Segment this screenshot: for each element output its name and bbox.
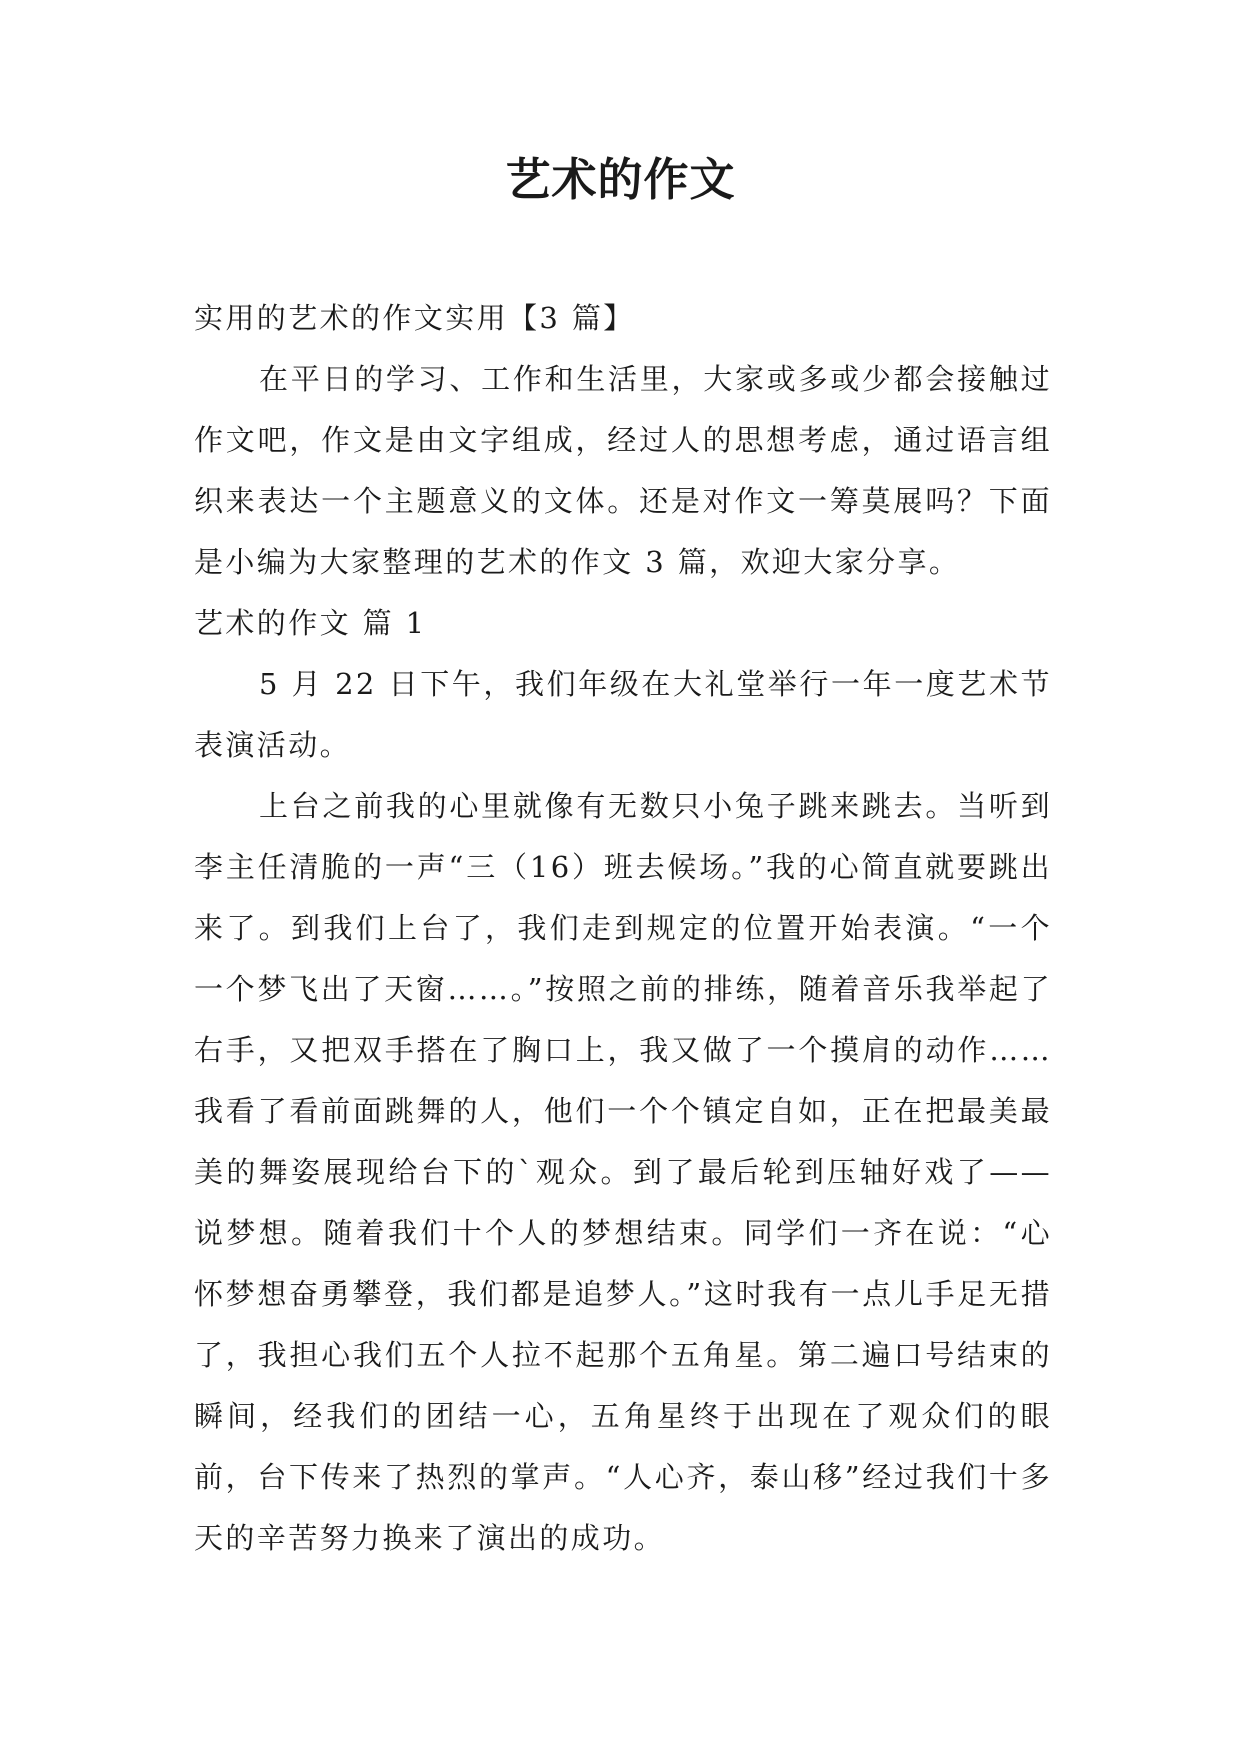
intro-paragraph: 在平日的学习、工作和生活里，大家或多或少都会接触过作文吧，作文是由文字组成，经过人的思想考虑，通过语言组织来表达一个主题意义的文体。还是对作文一筹莫展吗？下面是小编为大家整理的艺术的作文 3 篇，欢迎大家分享。 (194, 362, 1052, 579)
body-paragraph: 5 月 22 日下午，我们年级在大礼堂举行一年一度艺术节表演活动。 (194, 667, 1052, 762)
document-body (194, 288, 1052, 1569)
document-subtitle: 实用的艺术的作文实用【3 篇】 (194, 301, 635, 335)
section-heading: 艺术的作文 篇 1 (194, 606, 427, 640)
document-title: 艺术的作文 (505, 153, 736, 206)
body-paragraph: 上台之前我的心里就像有无数只小兔子跳来跳去。当听到李主任清脆的一声“三（16）班去候场。”我的心简直就要跳出来了。到我们上台了，我们走到规定的位置开始表演。“一个一个梦飞出了天窗……。”按照之前的排练，随着音乐我举起了右手，又把双手搭在了胸口上，我又做了一个摸肩的动作……我看了看前面跳舞的人，他们一个个镇定自如，正在把最美最美的舞姿展现给台下的`观众。到了最后轮到压轴好戏了——说梦想。随着我们十个人的梦想结束。同学们一齐在说：“心怀梦想奋勇攀登，我们都是追梦人。”这时我有一点儿手足无措了，我担心我们五个人拉不起那个五角星。第二遍口号结束的瞬间，经我们的团结一心，五角星终于出现在了观众们的眼前，台下传来了热烈的掌声。“人心齐，泰山移”经过我们十多天的辛苦努力换来了演出的成功。 (194, 789, 1052, 1555)
